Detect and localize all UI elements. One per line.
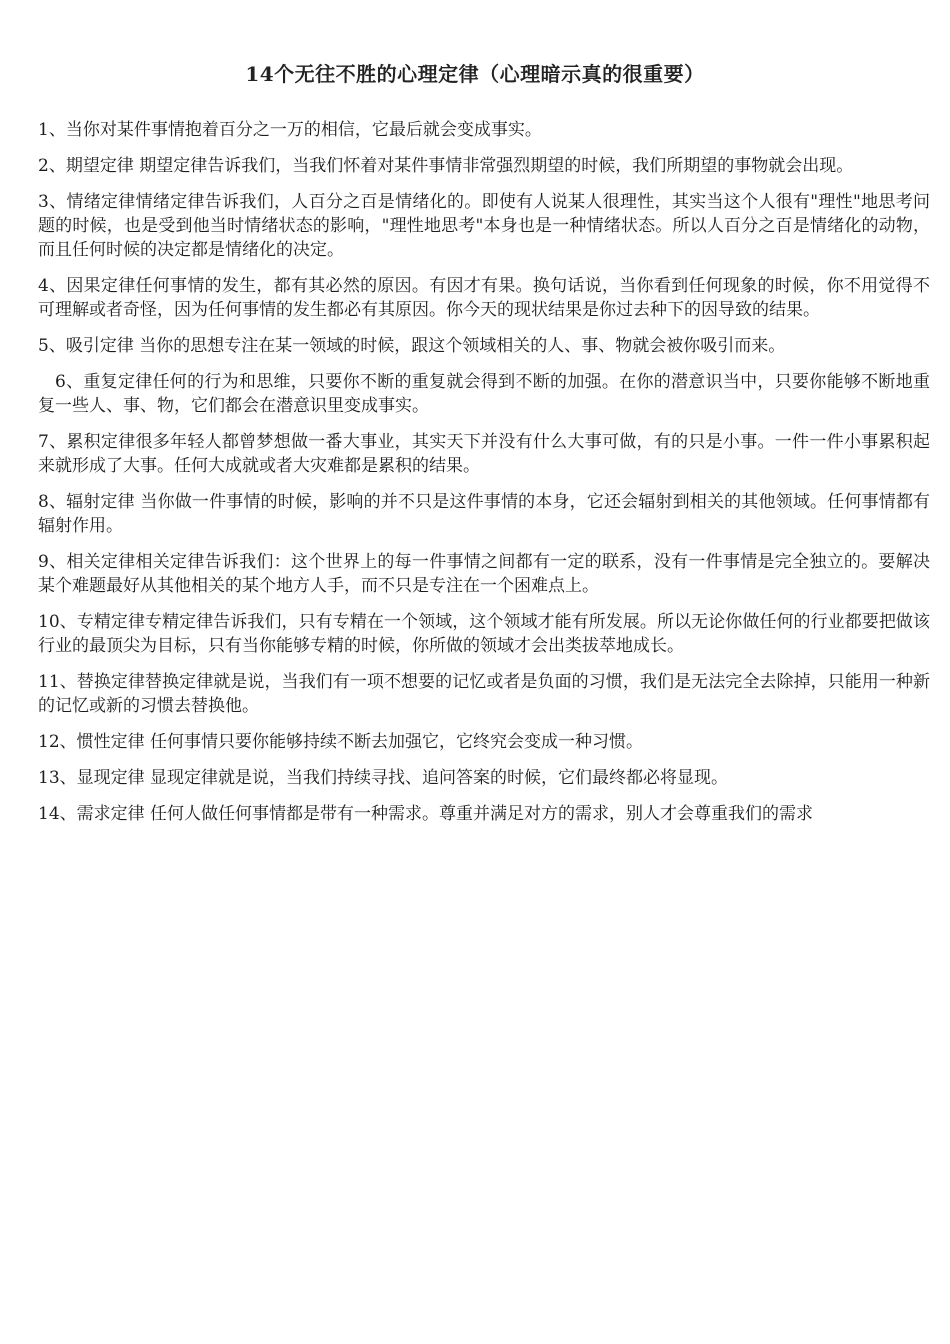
document-title: 14个无往不胜的心理定律（心理暗示真的很重要） — [245, 62, 705, 86]
paragraph-law-14: 14、需求定律 任何人做任何事情都是带有一种需求。尊重并满足对方的需求，别人才会尊重我们的需求 — [38, 804, 814, 824]
paragraph-law-3: 3、情绪定律情绪定律告诉我们，人百分之百是情绪化的。即使有人说某人很理性，其实当这个人很有"理性"地思考问题的时候，也是受到他当时情绪状态的影响，"理性地思考"本身也是一种情绪状态。所以人百分之百是情绪化的动物，而且任何时候的决定都是情绪化的决定。 — [38, 192, 930, 260]
paragraph-law-12: 12、惯性定律 任何事情只要你能够持续不断去加强它，它终究会变成一种习惯。 — [38, 732, 644, 752]
paragraph-law-6: 6、重复定律任何的行为和思维，只要你不断的重复就会得到不断的加强。在你的潜意识当中，只要你能够不断地重复一些人、事、物，它们都会在潜意识里变成事实。 — [38, 372, 930, 416]
paragraph-law-1: 1、当你对某件事情抱着百分之一万的相信，它最后就会变成事实。 — [38, 120, 542, 140]
paragraph-law-13: 13、显现定律 显现定律就是说，当我们持续寻找、追问答案的时候，它们最终都必将显现。 — [38, 768, 729, 788]
paragraph-law-5: 5、吸引定律 当你的思想专注在某一领域的时候，跟这个领域相关的人、事、物就会被你吸引而来。 — [38, 336, 786, 356]
paragraph-law-9: 9、相关定律相关定律告诉我们：这个世界上的每一件事情之间都有一定的联系，没有一件事情是完全独立的。要解决某个难题最好从其他相关的某个地方人手，而不只是专注在一个困难点上。 — [38, 552, 930, 596]
paragraph-law-4: 4、因果定律任何事情的发生，都有其必然的原因。有因才有果。换句话说，当你看到任何现象的时候，你不用觉得不可理解或者奇怪，因为任何事情的发生都必有其原因。你今天的现状结果是你过去种下的因导致的结果。 — [38, 276, 930, 320]
paragraph-law-10: 10、专精定律专精定律告诉我们，只有专精在一个领域，这个领域才能有所发展。所以无论你做任何的行业都要把做该行业的最顶尖为目标，只有当你能够专精的时候，你所做的领域才会出类拔萃地成长。 — [38, 612, 930, 656]
paragraph-law-8: 8、辐射定律 当你做一件事情的时候，影响的并不只是这件事情的本身，它还会辐射到相关的其他领域。任何事情都有辐射作用。 — [38, 492, 930, 536]
paragraph-law-7: 7、累积定律很多年轻人都曾梦想做一番大事业，其实天下并没有什么大事可做，有的只是小事。一件一件小事累积起来就形成了大事。任何大成就或者大灾难都是累积的结果。 — [38, 432, 930, 476]
document-body — [38, 118, 930, 838]
paragraph-law-2: 2、期望定律 期望定律告诉我们，当我们怀着对某件事情非常强烈期望的时候，我们所期望的事物就会出现。 — [38, 156, 854, 176]
paragraph-law-11: 11、替换定律替换定律就是说，当我们有一项不想要的记忆或者是负面的习惯，我们是无法完全去除掉，只能用一种新的记忆或新的习惯去替换他。 — [38, 672, 930, 716]
